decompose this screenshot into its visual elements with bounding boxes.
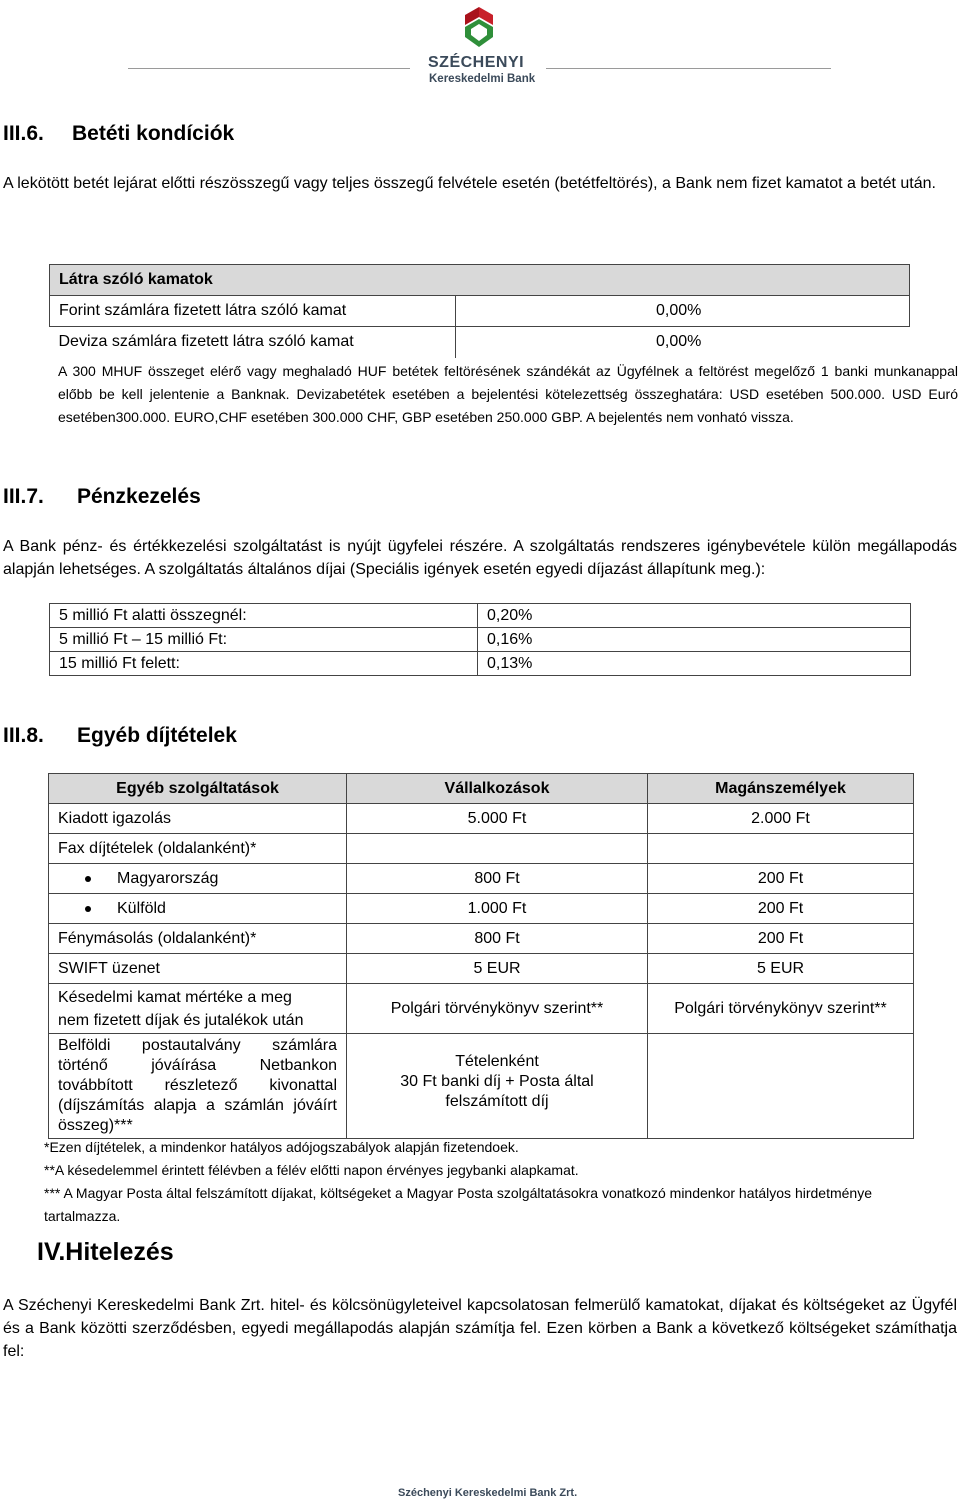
table-row bbox=[49, 1034, 914, 1139]
column-header: Magánszemélyek bbox=[648, 774, 914, 804]
private-fee: 2.000 Ft bbox=[648, 804, 914, 834]
business-fee bbox=[347, 834, 648, 864]
table-row bbox=[49, 894, 914, 924]
section-title: Pénzkezelés bbox=[77, 485, 201, 508]
private-fee: 5 EUR bbox=[648, 954, 914, 984]
table-row bbox=[49, 984, 914, 1034]
section-intro: A lekötött betét lejárat előtti részösszegű vagy teljes összegű felvétele esetén (betétfeltörés), a Bank nem fizet kamatot a betét után. bbox=[3, 175, 936, 192]
interest-label: Deviza számlára fizetett látra szóló kamat bbox=[50, 327, 456, 358]
business-fee bbox=[347, 1034, 648, 1139]
service-label: Kiadott igazolás bbox=[49, 804, 347, 834]
service-label: Fax díjtételek (oldalanként)* bbox=[49, 834, 347, 864]
section-intro: A Széchenyi Kereskedelmi Bank Zrt. hitel- és kölcsönügyleteivel kapcsolatosan felmerülő kamatokat, díjakat és költségeket az Ügyfél és a Bank közötti szerződésben, egyedi megállapodás alapján számítja fel. Ezen körben a Bank a következő költségeket számíthatja fel: bbox=[3, 1297, 957, 1360]
business-fee: 1.000 Ft bbox=[347, 894, 648, 924]
footnote: **A késedelemmel érintett félévben a félév előtti napon érvényes jegybanki alapkamat. bbox=[44, 1162, 579, 1178]
business-fee: 800 Ft bbox=[347, 924, 648, 954]
business-fee: 5.000 Ft bbox=[347, 804, 648, 834]
table-row bbox=[49, 954, 914, 984]
fee-rate: 0,13% bbox=[478, 652, 911, 676]
table-row bbox=[49, 804, 914, 834]
footer-text: Széchenyi Kereskedelmi Bank Zrt. bbox=[398, 1487, 578, 1499]
section-number: III.7. bbox=[3, 485, 44, 508]
table-row bbox=[49, 864, 914, 894]
table-row bbox=[50, 604, 911, 628]
fee-line: Tételenként bbox=[455, 1053, 539, 1070]
section-number: III.8. bbox=[3, 724, 44, 747]
fee-range: 5 millió Ft alatti összegnél: bbox=[50, 604, 478, 628]
private-fee: 200 Ft bbox=[648, 864, 914, 894]
table-row bbox=[50, 327, 910, 358]
interest-table bbox=[49, 264, 910, 358]
business-fee: Polgári törvénykönyv szerint** bbox=[347, 984, 648, 1034]
service-label: Belföldi postautalvány számlára történő jóváírása Netbankon továbbított részletező kivonattal (díjszámítás alapja a számlán jóváírt összeg)*** bbox=[49, 1034, 347, 1139]
table-header-row bbox=[49, 774, 914, 804]
interest-label: Forint számlára fizetett látra szóló kamat bbox=[50, 296, 456, 327]
header-rule-left bbox=[128, 68, 410, 69]
service-label: SWIFT üzenet bbox=[49, 954, 347, 984]
section-title: IV.Hitelezés bbox=[37, 1238, 174, 1266]
private-fee: 200 Ft bbox=[648, 894, 914, 924]
header-rule-right bbox=[546, 68, 831, 69]
table-row bbox=[49, 924, 914, 954]
section-number: III.6. bbox=[3, 122, 44, 145]
fee-range: 15 millió Ft felett: bbox=[50, 652, 478, 676]
private-fee bbox=[648, 1034, 914, 1139]
service-label: Külföld bbox=[49, 894, 347, 924]
table-row bbox=[50, 628, 911, 652]
bank-logo-icon bbox=[462, 5, 496, 49]
fee-range: 5 millió Ft – 15 millió Ft: bbox=[50, 628, 478, 652]
table-row bbox=[49, 834, 914, 864]
cash-fee-table bbox=[49, 603, 911, 676]
private-fee: Polgári törvénykönyv szerint** bbox=[648, 984, 914, 1034]
table-row bbox=[50, 296, 910, 327]
withdrawal-note: A 300 MHUF összeget elérő vagy meghaladó HUF betétek feltörésének szándékát az Ügyfélnek a feltörést megelőző 1 banki munkanappal előbb be kell jelentenie a Banknak. Devizabetétek esetében a bejelentési kötelezettség összeghatára: USD esetében 500.000. USD Euró esetében300.000. EURO,CHF esetében 300.000 CHF, GBP esetében 250.000 GBP. A bejelentés nem vonható vissza. bbox=[58, 363, 958, 425]
service-label bbox=[49, 984, 347, 1034]
interest-table-header: Látra szóló kamatok bbox=[50, 265, 910, 296]
private-fee: 200 Ft bbox=[648, 924, 914, 954]
section-intro: A Bank pénz- és értékkezelési szolgáltatást is nyújt ügyfelei részére. A szolgáltatás rendszeres igénybevétele külön megállapodás alapján lehetséges. A szolgáltatás általános díjai (Speciális igények esetén egyedi díjazást állapítunk meg.): bbox=[3, 538, 957, 578]
service-label: Magyarország bbox=[49, 864, 347, 894]
service-label-line: nem fizetett díjak és jutalékok után bbox=[58, 1011, 304, 1029]
section-title: Egyéb díjtételek bbox=[77, 724, 237, 747]
fee-rate: 0,16% bbox=[478, 628, 911, 652]
service-label: Fénymásolás (oldalanként)* bbox=[49, 924, 347, 954]
fee-rate: 0,20% bbox=[478, 604, 911, 628]
private-fee bbox=[648, 834, 914, 864]
footnote: *Ezen díjtételek, a mindenkor hatályos adójogszabályok alapján fizetendoek. bbox=[44, 1139, 519, 1155]
column-header: Egyéb szolgáltatások bbox=[49, 774, 347, 804]
fee-line: 30 Ft banki díj + Posta által bbox=[400, 1073, 594, 1090]
section-title: Betéti kondíciók bbox=[72, 122, 235, 145]
logo-subtitle: Kereskedelmi Bank bbox=[429, 73, 536, 85]
interest-value: 0,00% bbox=[456, 327, 910, 358]
column-header: Vállalkozások bbox=[347, 774, 648, 804]
logo-title: SZÉCHENYI bbox=[428, 54, 525, 71]
business-fee: 800 Ft bbox=[347, 864, 648, 894]
table-row bbox=[50, 652, 911, 676]
business-fee: 5 EUR bbox=[347, 954, 648, 984]
fee-line: felszámított díj bbox=[445, 1093, 549, 1110]
other-fees-table bbox=[48, 773, 914, 1139]
footnote: *** A Magyar Posta által felszámított díjakat, költségeket a Magyar Posta szolgáltatásokra vonatkozó mindenkor hatályos hirdetménye tartalmazza. bbox=[44, 1185, 872, 1224]
interest-value: 0,00% bbox=[456, 296, 910, 327]
service-label-line: Késedelmi kamat mértéke a meg bbox=[58, 988, 292, 1006]
